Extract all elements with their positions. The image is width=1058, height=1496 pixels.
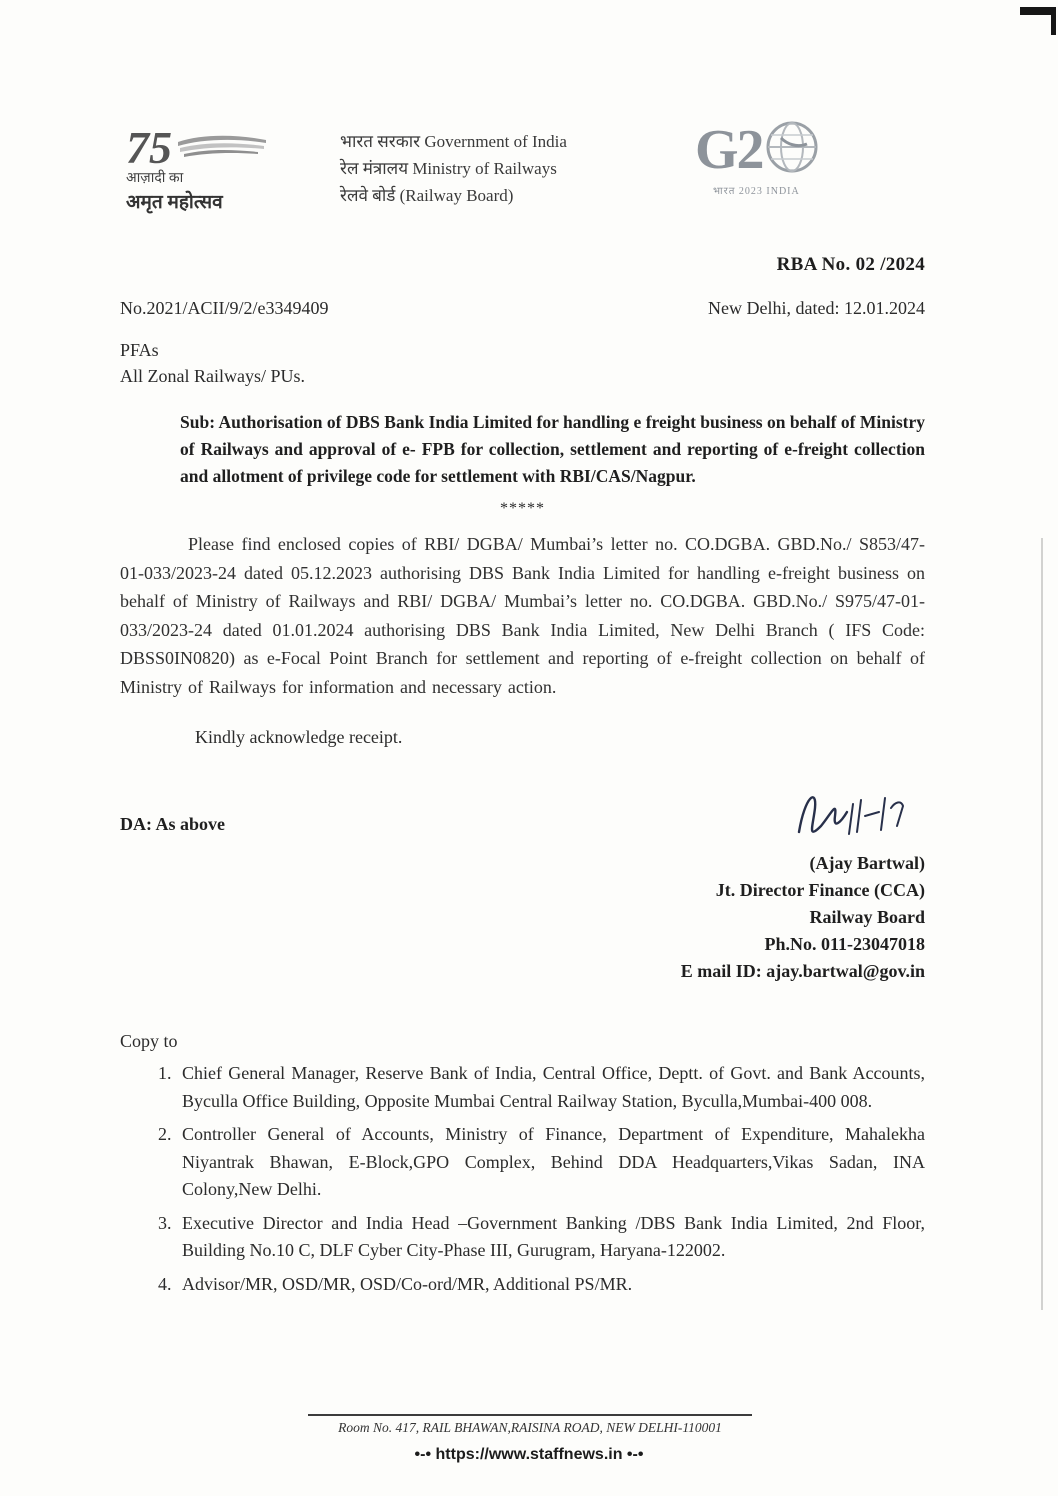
rba-number: RBA No. 02 /2024 xyxy=(776,254,925,275)
signatory-designation: Jt. Director Finance (CCA) xyxy=(715,880,925,900)
copy-to-label: Copy to xyxy=(120,1031,178,1051)
g20-text: G2 xyxy=(695,118,763,181)
signatory-org: Railway Board xyxy=(809,907,925,927)
copy-to-item: 2. Controller General of Accounts, Ministry of Finance, Department of Expenditure, Mahalekha Niyantrak Bhawan, E-Block,GPO Complex, Behind DDA Headquarters,Vikas Sadan, INA Colony,New Delhi. xyxy=(176,1121,925,1204)
copy-to-item: 3. Executive Director and India Head –Government Banking /DBS Bank India Limited, 2nd Floor, Building No.10 C, DLF Cyber City-Phase III, Gurugram, Haryana-122002. xyxy=(176,1210,925,1265)
header-line-board: रेलवे बोर्ड (Railway Board) xyxy=(340,186,514,205)
g20-logo xyxy=(695,118,895,197)
logo-75-line2: अमृत महोत्सव xyxy=(126,192,223,213)
copy-to-list xyxy=(120,1060,925,1298)
scan-corner-mark-vertical xyxy=(1051,7,1056,35)
signatory-name: (Ajay Bartwal) xyxy=(809,853,925,873)
signature-handwriting xyxy=(791,782,911,850)
office-address-footer: Room No. 417, RAIL BHAWAN,RAISINA ROAD, NEW DELHI-110001 xyxy=(308,1414,752,1436)
flag-swoosh-icon xyxy=(176,134,268,165)
subject-paragraph: Sub: Authorisation of DBS Bank India Limited for handling e freight business on behalf of Ministry of Railways and approval of e- FPB for collection, settlement and reporting of e-freight collection and allotment of privilege code for settlement with RBI/CAS/Nagpur. xyxy=(180,412,925,486)
letterhead xyxy=(120,118,925,224)
website-watermark: •-• https://www.staffnews.in •-• xyxy=(414,1446,644,1463)
g20-caption: भारत 2023 INDIA xyxy=(713,186,800,197)
addressee-line1: PFAs xyxy=(120,340,159,360)
separator-stars: ***** xyxy=(500,500,545,517)
addressee-block xyxy=(120,337,925,389)
signature-block xyxy=(681,782,925,985)
copy-to-item: 4. Advisor/MR, OSD/MR, OSD/Co-ord/MR, Additional PS/MR. xyxy=(176,1271,925,1299)
addressee-line2: All Zonal Railways/ PUs. xyxy=(120,366,305,386)
body-paragraph: Please find enclosed copies of RBI/ DGBA/ Mumbai’s letter no. CO.DGBA. GBD.No./ S853/47-01-033/2023-24 dated 05.12.2023 authorising DBS Bank India Limited for handling e-freight business on behalf of Ministry of Railways and RBI/ DGBA/ Mumbai’s letter no. CO.DGBA. GBD.No./ S975/47-01-033/2023-24 dated 01.01.2024 authorising DBS Bank India Limited, New Delhi Branch ( IFS Code: DBSS0IN0820) as e-Focal Point Branch for settlement and reporting of e-freight collection on behalf of Ministry of Railways for information and necessary action. xyxy=(120,534,925,697)
logo-75-line1: आज़ादी का xyxy=(126,171,184,186)
header-line-ministry: रेल मंत्रालय Ministry of Railways xyxy=(340,159,557,178)
copy-to-item: 1. Chief General Manager, Reserve Bank of India, Central Office, Deptt. of Govt. and Bank Accounts, Byculla Office Building, Opposite Mumbai Central Railway Station, Byculla,Mumbai-400 008. xyxy=(176,1060,925,1115)
ministry-header-text xyxy=(340,128,567,209)
header-line-govt: भारत सरकार Government of India xyxy=(340,132,567,151)
signatory-phone: Ph.No. 011-23047018 xyxy=(764,934,925,954)
file-number: No.2021/ACII/9/2/e3349409 xyxy=(120,298,329,318)
azadi-ka-amrit-mahotsav-logo xyxy=(126,122,306,214)
place-and-date: New Delhi, dated: 12.01.2024 xyxy=(708,298,925,318)
enclosure-note: DA: As above xyxy=(120,814,226,834)
copy-to-section xyxy=(120,1031,925,1298)
g20-globe-icon xyxy=(763,118,821,181)
logo-75-number: 75 xyxy=(126,122,172,173)
acknowledge-line: Kindly acknowledge receipt. xyxy=(195,727,403,747)
signatory-email: E mail ID: ajay.bartwal@gov.in xyxy=(680,961,925,981)
